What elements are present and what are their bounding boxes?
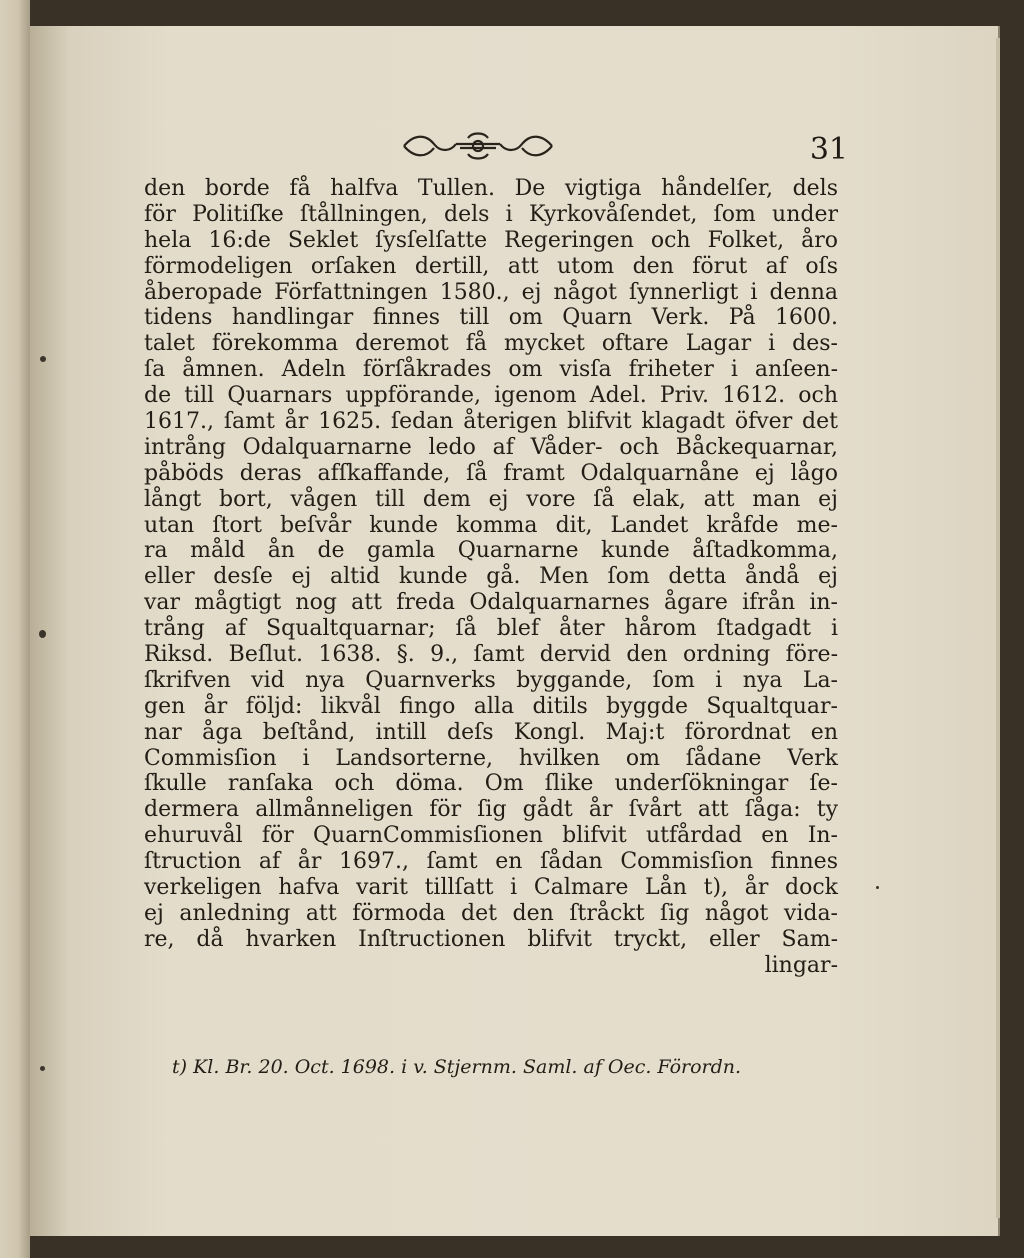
text-line: eller desſe ej altid kunde gå. Men ſom detta åndå ej: [144, 564, 838, 590]
text-line: de till Quarnars uppförande, igenom Adel. Priv. 1612. och: [144, 383, 838, 409]
text-line: verkeligen hafva varit tillſatt i Calmare Lån t), år dock: [144, 875, 838, 901]
text-line: ej anledning att förmoda det den ſtråckt ſig något vida-: [144, 900, 838, 926]
text-line: ſa åmnen. Adeln förſåkrades om visſa friheter i anſeen-: [144, 357, 838, 383]
text-line: förmodeligen orſaken dertill, att utom den förut af oſs: [144, 253, 838, 279]
text-line: påböds deras afſkaffande, ſå framt Odalquarnåne ej lågo: [144, 460, 838, 486]
body-text: [144, 176, 838, 979]
text-line: ſkulle ranſaka och döma. Om ſlike underſökningar ſe-: [144, 771, 838, 797]
paper-spot: [40, 1066, 45, 1071]
text-line: långt bort, vågen till dem ej vore ſå elak, att man ej: [144, 486, 838, 512]
text-line: hela 16:de Seklet ſysſelſatte Regeringen och Folket, åro: [144, 227, 838, 253]
text-line: tidens handlingar finnes till om Quarn Verk. På 1600.: [144, 305, 838, 331]
page-number: 31: [809, 132, 848, 167]
paper-spot: [876, 886, 879, 889]
text-line: var mågtigt nog att freda Odalquarnarnes ågare ifrån in-: [144, 590, 838, 616]
text-line: intrång Odalquarnarne ledo af Våder- och Båckequarnar,: [144, 434, 838, 460]
footnote: t) Kl. Br. 20. Oct. 1698. i v. Stjernm. Saml. af Oec. Förordn.: [172, 1056, 742, 1078]
text-line: åberopade Författningen 1580., ej något ſynnerligt i denna: [144, 279, 838, 305]
text-line: den borde få halfva Tullen. De vigtiga håndelſer, dels: [144, 176, 838, 201]
text-line: ra måld ån de gamla Quarnarne kunde åſtadkomma,: [144, 538, 838, 564]
paper-spot: [40, 356, 46, 362]
page-stack-edge: [996, 38, 1000, 1218]
text-line: ſtruction af år 1697., ſamt en ſådan Commisſion finnes: [144, 849, 838, 875]
text-line: Riksd. Beſlut. 1638. §. 9., ſamt dervid den ordning före-: [144, 642, 838, 668]
text-line: ſkrifven vid nya Quarnverks byggande, ſom i nya La-: [144, 667, 838, 693]
text-line: 1617., ſamt år 1625. ſedan återigen blifvit klagadt öfver det: [144, 409, 838, 435]
text-line: utan ſtort beſvår kunde komma dit, Landet kråfde me-: [144, 512, 838, 538]
paper-spot: [39, 630, 46, 638]
text-line: för Politiſke ſtållningen, dels i Kyrkovåſendet, ſom under: [144, 201, 838, 227]
text-line: lingar-: [764, 952, 838, 978]
text-line: Commisſion i Landsorterne, hvilken om ſådane Verk: [144, 745, 838, 771]
text-line: re, då hvarken Inſtructionen blifvit tryckt, eller Sam-: [144, 926, 838, 952]
facing-page-edge: [0, 0, 30, 1258]
text-line: talet förekomma deremot få mycket oftare Lagar i des-: [144, 331, 838, 357]
text-line: ehuruvål för QuarnCommisſionen blifvit utfårdad en In-: [144, 823, 838, 849]
printer-ornament-icon: [398, 128, 558, 162]
text-line: dermera allmånneligen för ſig gådt år ſvårt att ſåga: ty: [144, 797, 838, 823]
text-line: gen år följd: likvål fingo alla ditils byggde Squaltquar-: [144, 693, 838, 719]
text-line: nar åga beſtånd, intill deſs Kongl. Maj:t förordnat en: [144, 719, 838, 745]
text-line: trång af Squaltquarnar; ſå blef åter hårom ſtadgadt i: [144, 616, 838, 642]
